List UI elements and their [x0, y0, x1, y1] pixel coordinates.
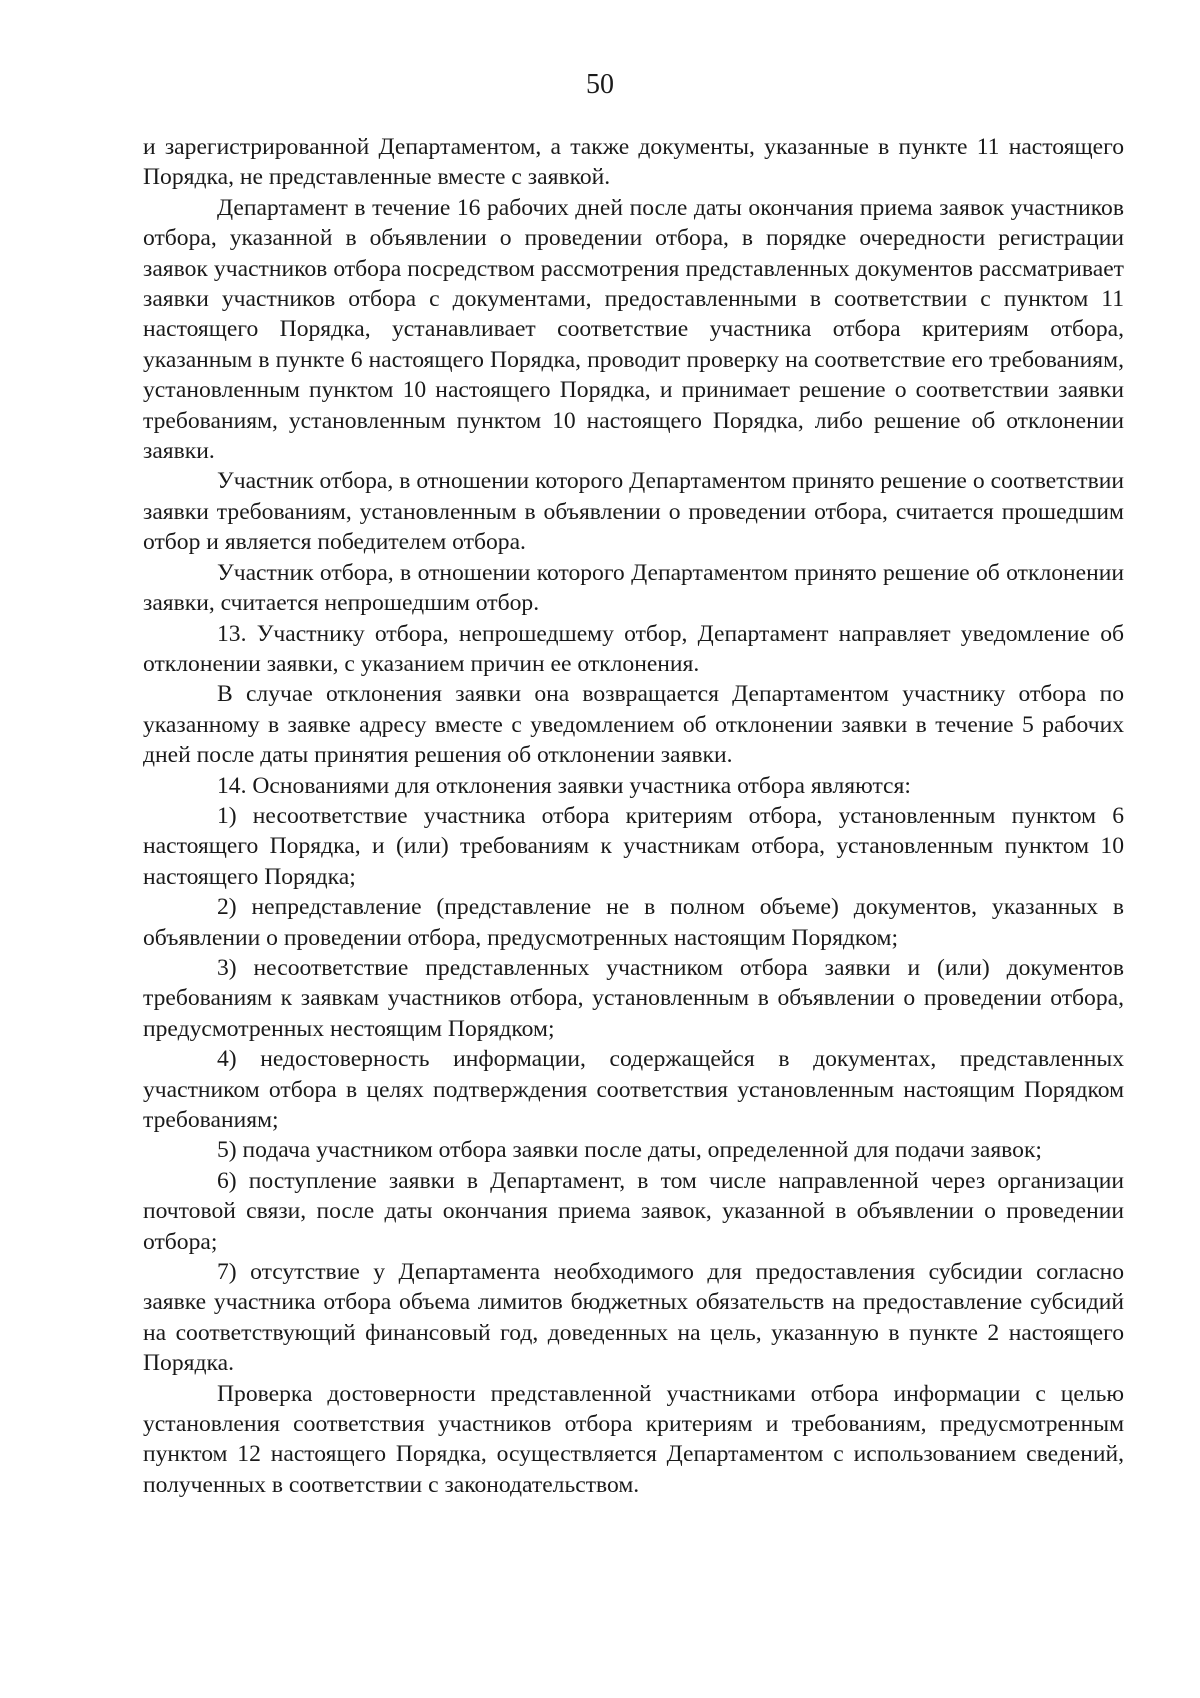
list-item: 1) несоответствие участника отбора критериям отбора, установленным пунктом 6 настоящего Порядка, и (или) требованиям к участникам отбора, установленным пунктом 10 настоящего Порядка; — [143, 802, 1124, 890]
page-number: 50 — [586, 69, 614, 100]
list-item: 4) недостоверность информации, содержащейся в документах, представленных участником отбора в целях подтверждения соответствия установленным настоящим Порядком требованиям; — [143, 1046, 1124, 1133]
paragraph: и зарегистрированной Департаментом, а также документы, указанные в пункте 11 настоящего Порядка, не представленные вместе с заявкой. — [143, 134, 1124, 191]
list-item: 3) несоответствие представленных участником отбора заявки и (или) документов требованиям к заявкам участников отбора, установленным в объявлении о проведении отбора, предусмотренных нестоящим Порядком; — [143, 954, 1124, 1042]
list-item: 2) непредставление (представление не в полном объеме) документов, указанных в объявлении о проведении отбора, предусмотренных настоящим Порядком; — [143, 894, 1124, 951]
list-item: 6) поступление заявки в Департамент, в том числе направленной через организации почтовой связи, после даты окончания приема заявок, указанной в объявлении о проведении отбора; — [143, 1167, 1124, 1255]
paragraph: В случае отклонения заявки она возвращается Департаментом участнику отбора по указанному в заявке адресу вместе с уведомлением об отклонении заявки в течение 5 рабочих дней после даты принятия решения об отклонении заявки. — [143, 681, 1124, 769]
paragraph: Департамент в течение 16 рабочих дней после даты окончания приема заявок участников отбора, указанной в объявлении о проведении отбора, в порядке очередности регистрации заявок участников отбора посредством рассмотрения представленных документов рассматривает заявки участников отбора с документами, предоставленными в соответствии с пунктом 11 настоящего Порядка, устанавливает соответствие участника отбора критериям отбора, указанным в пункте 6 настоящего Порядка, проводит проверку на соответствие его требованиям, установленным пунктом 10 настоящего Порядка, и принимает решение о соответствии заявки требованиям, установленным пунктом 10 настоящего Порядка, либо решение об отклонении заявки. — [143, 194, 1124, 465]
paragraph: Участник отбора, в отношении которого Департаментом принято решение об отклонении заявки, считается непрошедшим отбор. — [143, 559, 1124, 617]
paragraph: 14. Основаниями для отклонения заявки участника отбора являются: — [217, 772, 911, 799]
paragraph: Проверка достоверности представленной участниками отбора информации с целью установления соответствия участников отбора критериям и требованиям, предусмотренным пунктом 12 настоящего Порядка, осуществляется Департаментом с использованием сведений, полученных в соответствии с законодательством. — [143, 1380, 1124, 1498]
paragraph: Участник отбора, в отношении которого Департаментом принято решение о соответствии заявки требованиям, установленным в объявлении о проведении отбора, считается прошедшим отбор и является победителем отбора. — [143, 468, 1124, 556]
paragraph: 13. Участнику отбора, непрошедшему отбор, Департамент направляет уведомление об отклонении заявки, с указанием причин ее отклонения. — [143, 620, 1124, 677]
list-item: 5) подача участником отбора заявки после даты, определенной для подачи заявок; — [217, 1137, 1042, 1164]
list-item: 7) отсутствие у Департамента необходимого для предоставления субсидии согласно заявке участника отбора объема лимитов бюджетных обязательств на предоставление субсидий на соответствующий финансовый год, доведенных на цель, указанную в пункте 2 настоящего Порядка. — [143, 1259, 1124, 1377]
document-body — [143, 132, 1124, 1500]
